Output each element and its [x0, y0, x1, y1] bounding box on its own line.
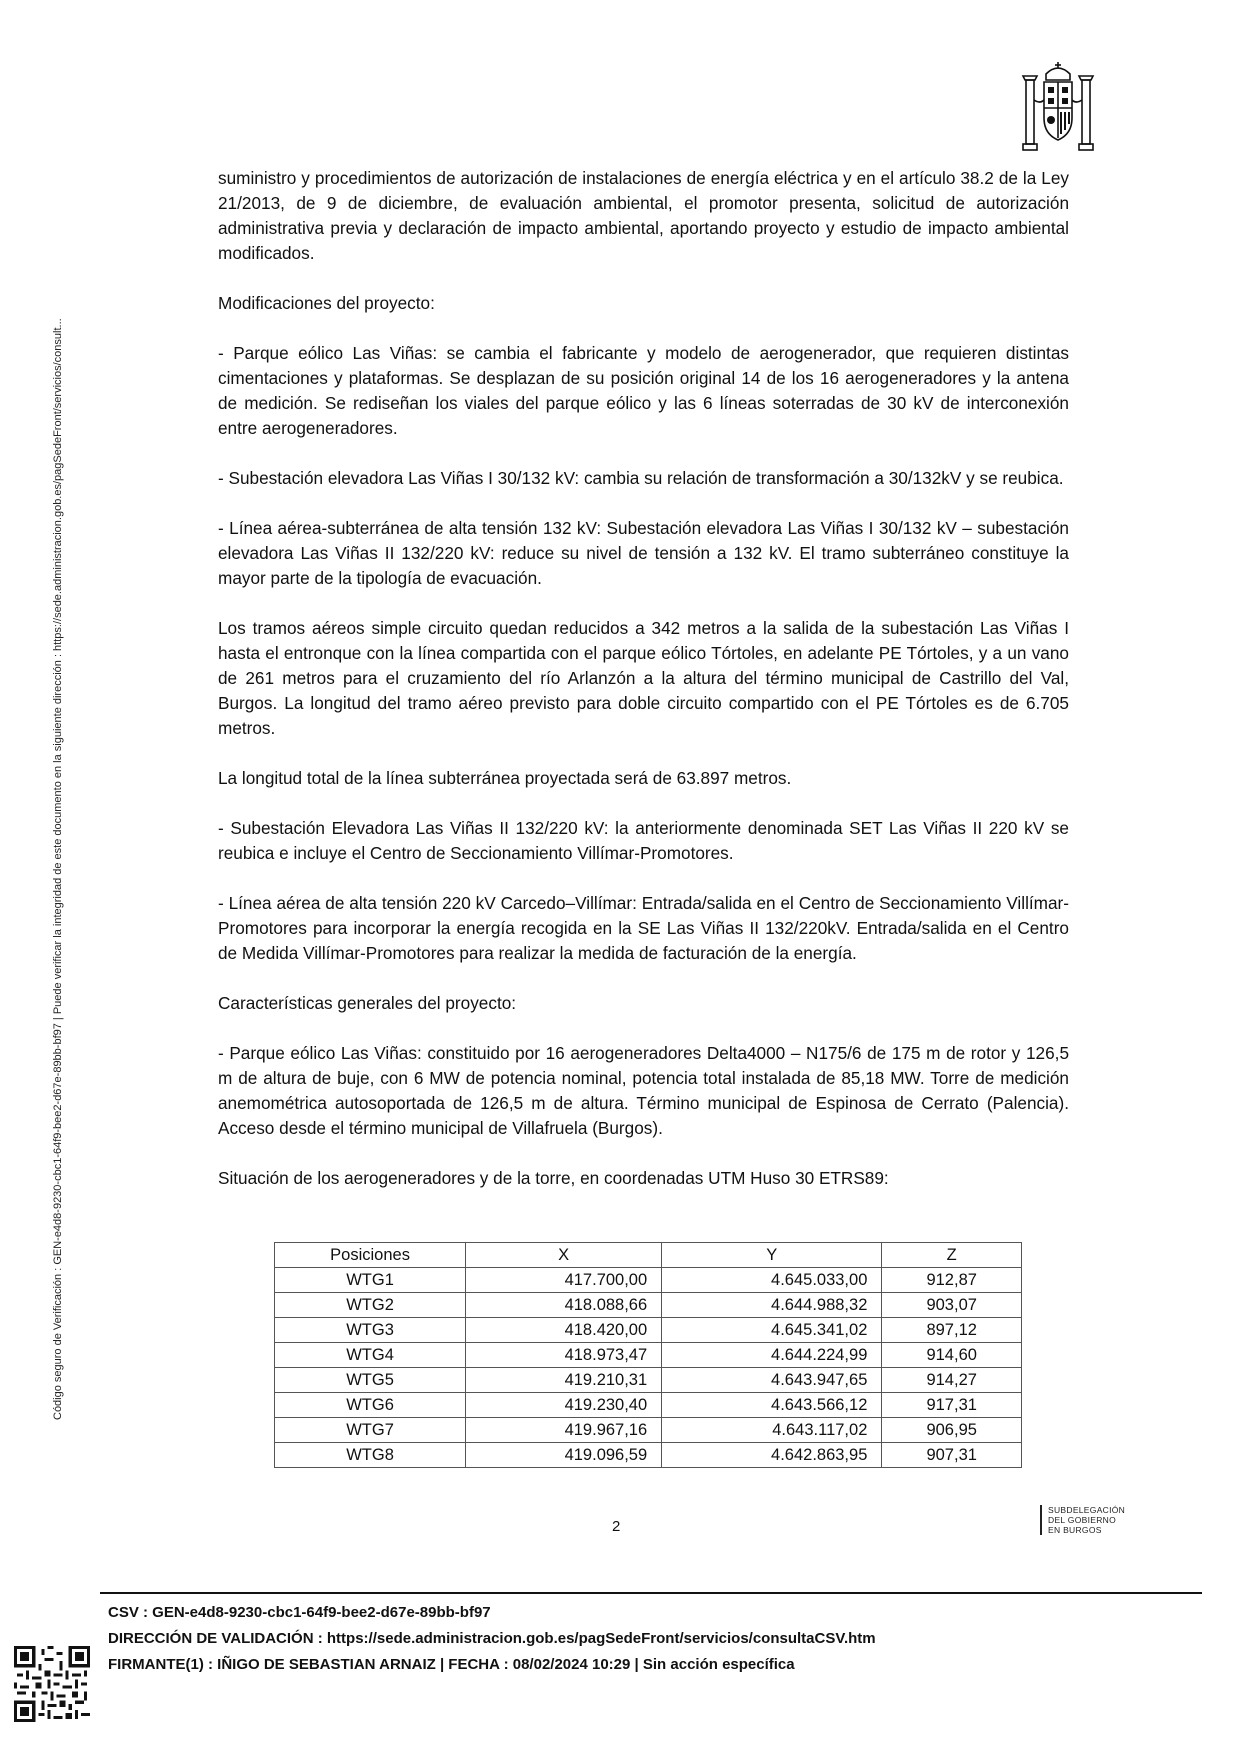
cell-position: WTG1 — [275, 1268, 466, 1293]
cell-x: 419.096,59 — [466, 1443, 662, 1468]
paragraph: Situación de los aerogeneradores y de la torre, en coordenadas UTM Huso 30 ETRS89: — [218, 1168, 889, 1188]
cell-x: 419.967,16 — [466, 1418, 662, 1443]
table-row — [275, 1443, 1022, 1468]
cell-x: 418.973,47 — [466, 1343, 662, 1368]
cell-y: 4.643.117,02 — [662, 1418, 882, 1443]
paragraph: - Subestación Elevadora Las Viñas II 132/220 kV: la anteriormente denominada SET Las Viñas II 220 kV se reubica e incluye el Centro de Seccionamiento Villímar-Promotores. — [218, 818, 1069, 863]
cell-z: 903,07 — [882, 1293, 1022, 1318]
table-row — [275, 1368, 1022, 1393]
coordinates-table — [274, 1242, 1022, 1468]
table-row — [275, 1393, 1022, 1418]
paragraph: Características generales del proyecto: — [218, 993, 517, 1013]
footer-signer: FIRMANTE(1) : IÑIGO DE SEBASTIAN ARNAIZ | FECHA : 08/02/2024 10:29 | Sin acción específica — [108, 1656, 795, 1673]
cell-position: WTG4 — [275, 1343, 466, 1368]
paragraph: Modificaciones del proyecto: — [218, 293, 435, 313]
page-number: 2 — [612, 1518, 621, 1535]
subdelegacion-line: EN BURGOS — [1048, 1525, 1102, 1535]
cell-x: 419.230,40 — [466, 1393, 662, 1418]
qr-code-icon — [14, 1646, 90, 1722]
cell-z: 914,60 — [882, 1343, 1022, 1368]
validation-footer — [108, 1600, 876, 1678]
cell-x: 417.700,00 — [466, 1268, 662, 1293]
cell-position: WTG2 — [275, 1293, 466, 1318]
coat-of-arms-icon — [1020, 60, 1096, 156]
cell-y: 4.645.341,02 — [662, 1318, 882, 1343]
cell-y: 4.645.033,00 — [662, 1268, 882, 1293]
csv-sidebar — [52, 150, 72, 1420]
paragraph: suministro y procedimientos de autorización de instalaciones de energía eléctrica y en el artículo 38.2 de la Ley 21/2013, de 9 de diciembre, de evaluación ambiental, el promotor presenta, solicitud de autorización administrativa previa y declaración de impacto ambiental, aportando proyecto y estudio de impacto ambiental modificados. — [218, 168, 1069, 263]
cell-y: 4.643.566,12 — [662, 1393, 882, 1418]
paragraph: - Parque eólico Las Viñas: se cambia el fabricante y modelo de aerogenerador, que requieren distintas cimentaciones y plataformas. Se desplazan de su posición original 14 de los 16 aerogeneradores y la antena de medición. Se rediseñan los viales del parque eólico y las 6 líneas soterradas de 30 kV de interconexión entre aerogeneradores. — [218, 343, 1069, 438]
cell-z: 914,27 — [882, 1368, 1022, 1393]
cell-z: 906,95 — [882, 1418, 1022, 1443]
paragraph: - Línea aérea de alta tensión 220 kV Carcedo–Villímar: Entrada/salida en el Centro de Seccionamiento Villímar-Promotores para incorporar la energía recogida en la SE Las Viñas II 132/220kV. Entrada/salida en el Centro de Medida Villímar-Promotores para realizar la medida de facturación de la energía. — [218, 893, 1069, 963]
column-header: X — [466, 1243, 662, 1268]
cell-x: 418.088,66 — [466, 1293, 662, 1318]
table-row — [275, 1343, 1022, 1368]
paragraph: - Parque eólico Las Viñas: constituido por 16 aerogeneradores Delta4000 – N175/6 de 175 m de rotor y 126,5 m de altura de buje, con 6 MW de potencia nominal, potencia total instalada de 85,18 MW. Torre de medición anemométrica autosoportada de 126,5 m de altura. Término municipal de Espinosa de Cerrato (Palencia). Acceso desde el término municipal de Villafruela (Burgos). — [218, 1043, 1069, 1138]
table-header-row — [275, 1243, 1022, 1268]
cell-z: 907,31 — [882, 1443, 1022, 1468]
cell-x: 419.210,31 — [466, 1368, 662, 1393]
cell-position: WTG8 — [275, 1443, 466, 1468]
cell-z: 917,31 — [882, 1393, 1022, 1418]
cell-y: 4.642.863,95 — [662, 1443, 882, 1468]
cell-z: 897,12 — [882, 1318, 1022, 1343]
csv-sidebar-text: Código seguro de Verificación : GEN-e4d8-9230-cbc1-64f9-bee2-d67e-89bb-bf97 | Puede verificar la integridad de este documento en la siguiente dirección : https://sede.administracion.gob.es/pagSedeFront/servicios/consult... — [52, 318, 64, 1420]
paragraph: La longitud total de la línea subterránea proyectada será de 63.897 metros. — [218, 768, 792, 788]
footer-validation-url[interactable]: DIRECCIÓN DE VALIDACIÓN : https://sede.administracion.gob.es/pagSedeFront/servicios/consultaCSV.htm — [108, 1630, 876, 1647]
footer-csv: CSV : GEN-e4d8-9230-cbc1-64f9-bee2-d67e-89bb-bf97 — [108, 1604, 491, 1621]
paragraph: - Subestación elevadora Las Viñas I 30/132 kV: cambia su relación de transformación a 30/132kV y se reubica. — [218, 468, 1064, 488]
footer-divider — [100, 1592, 1202, 1594]
table-row — [275, 1418, 1022, 1443]
column-header: Y — [662, 1243, 882, 1268]
column-header: Posiciones — [275, 1243, 466, 1268]
cell-position: WTG7 — [275, 1418, 466, 1443]
cell-y: 4.643.947,65 — [662, 1368, 882, 1393]
table-row — [275, 1268, 1022, 1293]
subdelegacion-line: DEL GOBIERNO — [1048, 1515, 1116, 1525]
table-row — [275, 1318, 1022, 1343]
cell-position: WTG3 — [275, 1318, 466, 1343]
cell-y: 4.644.224,99 — [662, 1343, 882, 1368]
cell-position: WTG6 — [275, 1393, 466, 1418]
column-header: Z — [882, 1243, 1022, 1268]
subdelegacion-line: SUBDELEGACIÓN — [1048, 1505, 1126, 1515]
cell-position: WTG5 — [275, 1368, 466, 1393]
paragraph: - Línea aérea-subterránea de alta tensión 132 kV: Subestación elevadora Las Viñas I 30/132 kV – subestación elevadora Las Viñas II 132/220 kV: reduce su nivel de tensión a 132 kV. El tramo subterráneo constituye la mayor parte de la tipología de evacuación. — [218, 518, 1069, 588]
body-text — [218, 166, 1069, 1216]
cell-y: 4.644.988,32 — [662, 1293, 882, 1318]
cell-x: 418.420,00 — [466, 1318, 662, 1343]
paragraph: Los tramos aéreos simple circuito quedan reducidos a 342 metros a la salida de la subestación Las Viñas I hasta el entronque con la línea compartida con el parque eólico Tórtoles, en adelante PE Tórtoles, y a un vano de 261 metros para el cruzamiento del río Arlanzón a la altura del término municipal de Castrillo del Val, Burgos. La longitud del tramo aéreo previsto para doble circuito compartido con el PE Tórtoles es de 6.705 metros. — [218, 618, 1069, 738]
cell-z: 912,87 — [882, 1268, 1022, 1293]
table-row — [275, 1293, 1022, 1318]
subdelegacion-logo — [1040, 1505, 1125, 1535]
